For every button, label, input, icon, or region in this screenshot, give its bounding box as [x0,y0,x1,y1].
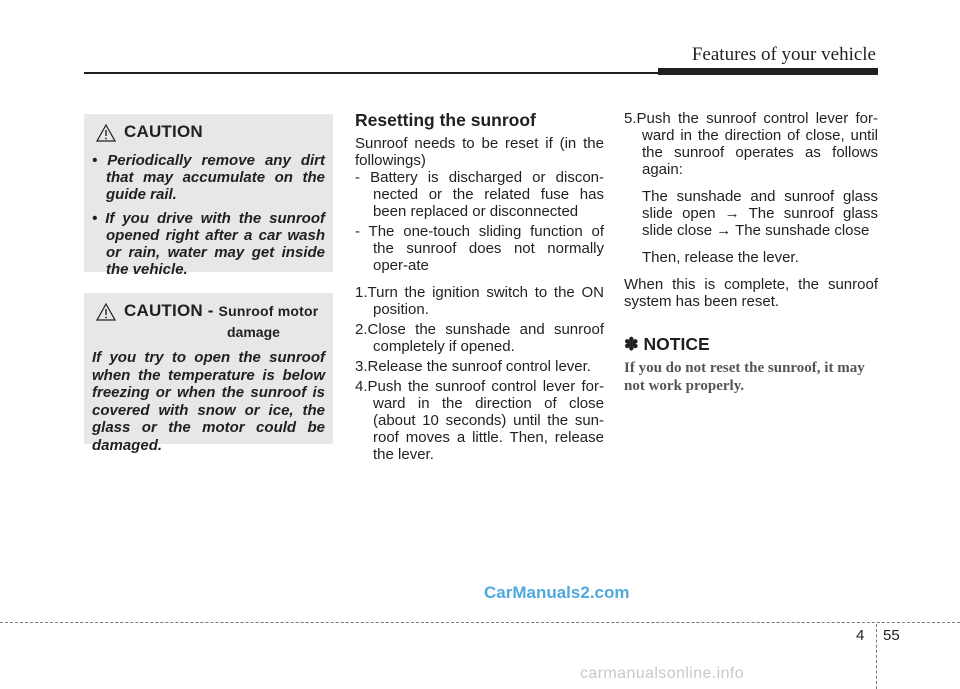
caution-subtitle: Sunroof motor [218,303,319,319]
caution-item: • If you drive with the sunroof opened right after a car wash or rain, water may get inside the vehicle. [92,210,326,278]
sequence-text: The sunshade and sunroof glass slide open → The sunroof glass slide close → The sunshade close [642,188,878,239]
complete-text: When this is complete, the sunroof system has been reset. [624,276,878,310]
reset-column [355,110,604,466]
caution-header [92,120,325,148]
page-number: 55 [883,627,900,644]
footer-rule [0,622,960,623]
caution-box-motor [84,293,333,454]
caution-list [92,152,325,278]
reset-intro: Sunroof needs to be reset if (in the followings) [355,135,604,169]
caution-subtitle-2: damage [227,324,280,340]
page-divider [876,624,877,689]
release-text: Then, release the lever. [642,249,799,266]
caution-header [92,299,325,340]
reset-heading: Resetting the sunroof [355,110,536,130]
section-title: Features of your vehicle [691,44,876,65]
condition-item: - Battery is discharged or discon-nected or the related fuse has been replaced or disconnected [355,169,604,220]
caution-title: CAUTION [124,122,203,141]
caution-box-maintenance [84,114,333,278]
header-rule [84,72,660,74]
step-item: 4.Push the sunroof control lever for-ward in the direction of close (about 10 seconds) until the sun-roof moves a little. Then, release the lever. [355,378,604,463]
warning-triangle-icon [96,303,116,321]
caution-title: CAUTION - Sunroof motor [124,301,319,320]
warning-triangle-icon [96,124,116,142]
reset-column-2 [624,110,878,395]
step-item: 3.Release the sunroof control lever. [355,358,591,375]
step-item: 2.Close the sunshade and sunroof completely if opened. [355,321,604,355]
step-item: 5.Push the sunroof control lever for-ward in the direction of close, until the sunroof operates as follows again: [624,110,878,178]
notice-text: If you do not reset the sunroof, it may not work properly. [624,360,865,394]
step-item: 1.Turn the ignition switch to the ON position. [355,284,604,318]
notice-title: ✽ NOTICE [624,334,710,354]
condition-item: - The one-touch sliding function of the sunroof does not normally oper-ate [355,223,604,274]
watermark-link[interactable]: CarManuals2.com [484,583,630,602]
chapter-number: 4 [856,627,865,644]
caution-item: • Periodically remove any dirt that may accumulate on the guide rail. [92,152,325,203]
caution-text: If you try to open the sunroof when the temperature is below freezing or when the sunroof is covered with snow or ice, the glass or the motor could be damaged. [92,349,325,454]
header-rule-tab [658,68,878,75]
footer-watermark: carmanualsonline.info [580,665,745,682]
